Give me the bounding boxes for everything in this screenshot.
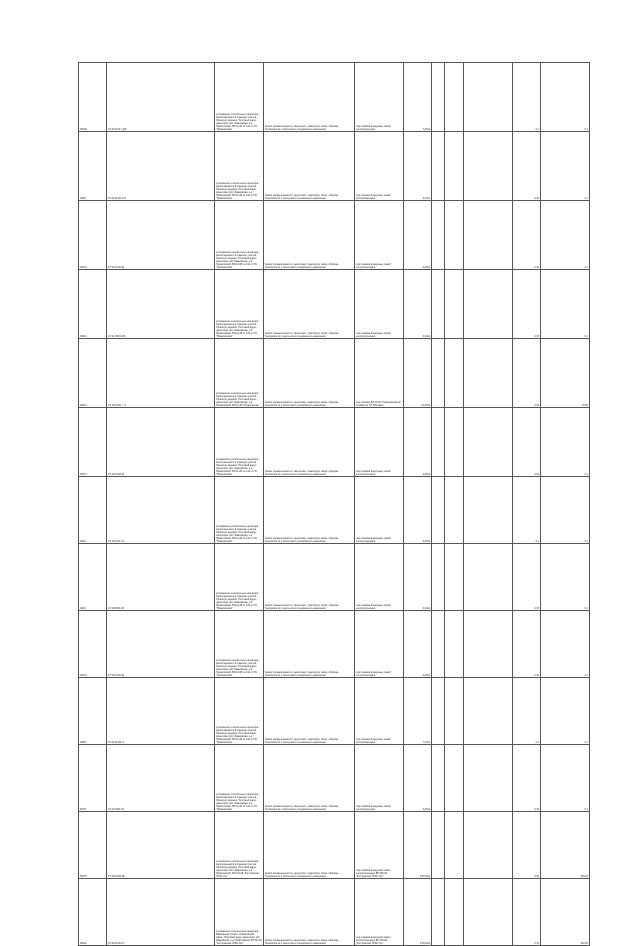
area-cell: 0,0014	[404, 270, 432, 339]
location-cell: установлено относительно ориентира расположенного в границах участка. Ориентир деревня. Почтовый адрес ориентира: обл. Ивановская, р-н Приволжский, ВЛ-10 кВ № 142 от ПС "Приволжская"	[215, 544, 264, 611]
empty-cell	[464, 408, 513, 477]
empty-cell	[445, 477, 464, 544]
empty-cell	[445, 270, 464, 339]
table-row	[79, 611, 590, 678]
permitted-use-cell: под опорами воздушных линий электропередачи	[355, 611, 404, 678]
area-cell: 0,0014	[404, 132, 432, 201]
area-cell: 0,0014	[404, 477, 432, 544]
permitted-use-cell: под опорами воздушных линий электропередачи	[355, 678, 404, 745]
empty-cell	[432, 678, 445, 745]
empty-cell	[464, 339, 513, 408]
location-cell: установлено относительно ориентира расположенного в границах участка. Ориентир деревня. Почтовый адрес ориентира: обл. Ивановская, р-н Приволжский, ВЛ-110 кВ "Костромская ГРЭС-Луч"	[215, 812, 264, 879]
permitted-use-cell: под опорами воздушной линии электропередачи ВЛ 500 кВ "Костромская ГРЭС-Луч"	[355, 879, 404, 946]
empty-cell	[445, 408, 464, 477]
table-row	[79, 339, 590, 408]
rate-cell: 0,15	[513, 270, 541, 339]
permitted-use-cell: под опорами воздушных линий электропередачи	[355, 132, 404, 201]
area-cell: 0,0014	[404, 544, 432, 611]
table-row	[79, 745, 590, 812]
area-cell: 0,0014	[404, 201, 432, 270]
empty-cell	[464, 477, 513, 544]
table-row	[79, 132, 590, 201]
amount-cell: 0,1	[541, 678, 590, 745]
permitted-use-cell: под опорами воздушных линий электропередачи	[355, 745, 404, 812]
empty-cell	[432, 812, 445, 879]
location-cell: установлено относительно ориентира расположенного в границах участка. Ориентир деревня. Почтовый адрес ориентира: обл. Ивановская, р-н Приволжский, ВЛ-10 кВ № 142 от ПС "Приволжская"	[215, 477, 264, 544]
land-category-cell: Земли промышленности, энергетики, транспорта, связи, обороны, безопасности и земли иного специального назначения	[264, 611, 355, 678]
amount-cell: 0,1	[541, 544, 590, 611]
table-body	[79, 63, 590, 946]
table-row	[79, 879, 590, 946]
amount-cell: 45,05	[541, 339, 590, 408]
cadastral-number-cell: 27:10:00:f01:8)	[107, 408, 215, 477]
empty-cell	[464, 812, 513, 879]
empty-cell	[445, 745, 464, 812]
land-category-cell: Земли промышленности, энергетики, транспорта, связи, обороны, безопасности и земли иного специального назначения	[264, 812, 355, 879]
cadastral-number-cell: 37:10 cf0:f01:80	[107, 270, 215, 339]
plot-number-cell: 00270	[79, 201, 107, 270]
cadastral-number-cell: 27:10:00:f01:8)	[107, 611, 215, 678]
empty-cell	[464, 201, 513, 270]
amount-cell: 530,00	[541, 812, 590, 879]
location-cell: установлено относительно ориентира расположенного в границах участка. Ориентир деревня. Почтовый адрес ориентира: обл. Ивановская, р-н Приволжский, ВЛ-10 кВ № 142 от ПС "Приволжская"	[215, 408, 264, 477]
land-category-cell: Земли промышленности, энергетики, транспорта, связи, обороны, безопасности и земли иного специального назначения	[264, 408, 355, 477]
rate-cell: 0,1	[513, 63, 541, 132]
permitted-use-cell: под опорами воздушных линий электропередачи	[355, 270, 404, 339]
table-row	[79, 63, 590, 132]
empty-cell	[445, 63, 464, 132]
empty-cell	[445, 879, 464, 946]
amount-cell: 0,1	[541, 477, 590, 544]
table-row	[79, 477, 590, 544]
rate-cell: 2,15	[513, 611, 541, 678]
rate-cell: 0,15	[513, 544, 541, 611]
location-cell: установлено относительно ориентира расположенного в границах участка. Ориентир деревня. Почтовый адрес ориентира: обл. Ивановская, р-н Приволжский, ВЛ-10 кВ № 142 от ПС "Приволжская"	[215, 63, 264, 132]
empty-cell	[432, 879, 445, 946]
land-category-cell: Земли промышленности, энергетики, транспорта, связи, обороны, безопасности и земли иного специального назначения	[264, 339, 355, 408]
table-row	[79, 544, 590, 611]
amount-cell: 0,1	[541, 63, 590, 132]
area-cell: 270,0014	[404, 879, 432, 946]
rate-cell: 2,15	[513, 201, 541, 270]
empty-cell	[445, 132, 464, 201]
empty-cell	[445, 678, 464, 745]
amount-cell: 0,1	[541, 408, 590, 477]
table-row	[79, 678, 590, 745]
land-category-cell: Земли промышленности, энергетики, транспорта, связи, обороны, безопасности и земли иного специального назначения	[264, 63, 355, 132]
empty-cell	[464, 611, 513, 678]
permitted-use-cell: под опорами воздушной линии электропередачи ВЛ 500 кВ "Костромская ГРЭС-Луч"	[355, 812, 404, 879]
table-row	[79, 270, 590, 339]
land-category-cell: Земли промышленности, энергетики, транспорта, связи, обороны, безопасности и земли иного специального назначения	[264, 132, 355, 201]
permitted-use-cell: под опорами воздушных линий электропередачи	[355, 63, 404, 132]
empty-cell	[445, 201, 464, 270]
plot-number-cell: 00027	[79, 678, 107, 745]
land-category-cell: Земли промышленности, энергетики, транспорта, связи, обороны, безопасности и земли иного специального назначения	[264, 745, 355, 812]
amount-cell: 0,1	[541, 132, 590, 201]
table-row	[79, 201, 590, 270]
empty-cell	[445, 812, 464, 879]
amount-cell: 0,1	[541, 611, 590, 678]
land-category-cell: Земли промышленности, энергетики, транспорта, связи, обороны, безопасности и земли иного специального назначения	[264, 544, 355, 611]
cadastral-number-cell: 27:10:00:f01:86	[107, 812, 215, 879]
permitted-use-cell: под опорами воздушных линий электропередачи	[355, 544, 404, 611]
empty-cell	[432, 63, 445, 132]
plot-number-cell: 00i60	[79, 132, 107, 201]
table-row	[79, 408, 590, 477]
location-cell: установлено относительно ориентира расположенного в границах участка. Ориентир деревня. Почтовый адрес ориентира: обл. Ивановская, р-н Приволжский, ВЛ-10 кВ "Приволжская"	[215, 339, 264, 408]
empty-cell	[432, 408, 445, 477]
land-category-cell: Земли промышленности, энергетики, транспорта, связи, обороны, безопасности и земли иного специального назначения	[264, 201, 355, 270]
cadastral-number-cell: 37:10:00:f01 ?. 4	[107, 339, 215, 408]
empty-cell	[445, 339, 464, 408]
area-cell: 21,0014	[404, 339, 432, 408]
plot-number-cell: 00275	[79, 812, 107, 879]
rate-cell: 0,15	[513, 745, 541, 812]
location-cell: установлено относительно ориентира расположенного в границах участка. Ориентир деревня. Почтовый адрес ориентира: обл. Ивановская, р-н Приволжский, ВЛ-10 кВ № 142 от ПС "Приволжская"	[215, 132, 264, 201]
plot-number-cell: 000ap	[79, 879, 107, 946]
permitted-use-cell: под опорами воздушных линий электропередачи	[355, 201, 404, 270]
cadastral-number-cell: 37:10:00f01:43	[107, 544, 215, 611]
location-cell: установлено относительно ориентира Ивановская область Приволжский район. Почтовый адрес ориентира: обл. Ивановская, р-н Приволжский, ВЛ 500 кВ "Костромская ГРЭС-Луч"	[215, 879, 264, 946]
empty-cell	[432, 745, 445, 812]
document-page	[78, 62, 588, 946]
area-cell: 7,0014	[404, 678, 432, 745]
cadastral-number-cell: 37:10:00 f01:ul	[107, 678, 215, 745]
empty-cell	[464, 132, 513, 201]
rate-cell: 0,15	[513, 339, 541, 408]
plot-number-cell: 00i76	[79, 745, 107, 812]
empty-cell	[432, 201, 445, 270]
land-category-cell: Земли промышленности, энергетики, транспорта, связи, обороны, безопасности и земли иного специального назначения	[264, 270, 355, 339]
empty-cell	[445, 544, 464, 611]
land-plot-register-table	[78, 62, 590, 946]
plot-number-cell: 00i15	[79, 544, 107, 611]
permitted-use-cell: под опорами воздушных линий электропередачи	[355, 477, 404, 544]
empty-cell	[464, 678, 513, 745]
cadastral-number-cell: 37:10:00 f0 1 @8	[107, 63, 215, 132]
cadastral-number-cell: 37:10:00 f01:47	[107, 879, 215, 946]
empty-cell	[464, 745, 513, 812]
table-row	[79, 812, 590, 879]
rate-cell: 0,15	[513, 132, 541, 201]
empty-cell	[464, 270, 513, 339]
empty-cell	[445, 611, 464, 678]
area-cell: 0,0014	[404, 408, 432, 477]
empty-cell	[464, 544, 513, 611]
location-cell: установлено относительно ориентира расположенного в границах участка. Ориентир деревня. Почтовый адрес ориентира: обл. Ивановская, р-н Приволжский, ВЛ-10 кВ № 142 от ПС "Приволжская"	[215, 201, 264, 270]
rate-cell: 0,15	[513, 879, 541, 946]
plot-number-cell: 000a8	[79, 63, 107, 132]
empty-cell	[432, 544, 445, 611]
rate-cell: 0,1	[513, 678, 541, 745]
area-cell: 0,0014	[404, 745, 432, 812]
cadastral-number-cell: 37:10:00 f0 1:m	[107, 477, 215, 544]
location-cell: установлено относительно ориентира расположенного в границах участка. Ориентир деревня. Почтовый адрес ориентира: обл. Ивановская, р-н Приволжский, ВЛ-10 кВ № 142 от ПС "Приволжская"	[215, 678, 264, 745]
area-cell: 7,0014	[404, 63, 432, 132]
plot-number-cell: 000ia	[79, 477, 107, 544]
amount-cell: 0,1	[541, 270, 590, 339]
plot-number-cell: 00273	[79, 408, 107, 477]
area-cell: 270,0014	[404, 812, 432, 879]
area-cell: 0,0014	[404, 611, 432, 678]
empty-cell	[464, 879, 513, 946]
rate-cell: 0,15	[513, 408, 541, 477]
empty-cell	[432, 611, 445, 678]
amount-cell: 0,1	[541, 201, 590, 270]
cadastral-number-cell: 37:10:00 f01:13?	[107, 132, 215, 201]
land-category-cell: Земли промышленности, энергетики, транспорта, связи, обороны, безопасности и земли иного специального назначения	[264, 477, 355, 544]
location-cell: установлено относительно ориентира расположенного в границах участка. Ориентир деревня. Почтовый адрес ориентира: обл. Ивановская, р-н Приволжский, ВЛ-10 кВ № 142 от ПС "Приволжская"	[215, 270, 264, 339]
permitted-use-cell: под опорами воздушных линий электропередачи	[355, 408, 404, 477]
plot-number-cell: 00270	[79, 611, 107, 678]
empty-cell	[432, 132, 445, 201]
cadastral-number-cell: 37:10:00f01:43	[107, 745, 215, 812]
rate-cell: 0,15	[513, 812, 541, 879]
location-cell: установлено относительно ориентира расположенного в границах участка. Ориентир деревня. Почтовый адрес ориентира: обл. Ивановская, р-н Приволжский, ВЛ-10 кВ № 142 от ПС "Приволжская"	[215, 611, 264, 678]
rate-cell: 0,1	[513, 477, 541, 544]
location-cell: установлено относительно ориентира расположенного в границах участка. Ориентир деревня. Почтовый адрес ориентира: обл. Ивановская, р-н Приволжский, ВЛ-10 кВ № 142 от ПС "Приволжская"	[215, 745, 264, 812]
plot-number-cell: 00012	[79, 339, 107, 408]
amount-cell: 0,1	[541, 745, 590, 812]
cadastral-number-cell: 27:10:00 f01:8)	[107, 201, 215, 270]
empty-cell	[464, 63, 513, 132]
amount-cell: 530,00	[541, 879, 590, 946]
land-category-cell: Земли промышленности, энергетики, транспорта, связи, обороны, безопасности и земли иного специального назначения	[264, 678, 355, 745]
plot-number-cell: 00021	[79, 270, 107, 339]
land-category-cell: Земли промышленности, энергетики, транспорта, связи, обороны, безопасности и земли иного специального назначения	[264, 879, 355, 946]
empty-cell	[432, 339, 445, 408]
empty-cell	[432, 270, 445, 339]
empty-cell	[432, 477, 445, 544]
permitted-use-cell: под опорами ВЛ 10 кВ "Приволжская-11" отпайка на ТП "Ябловка"	[355, 339, 404, 408]
